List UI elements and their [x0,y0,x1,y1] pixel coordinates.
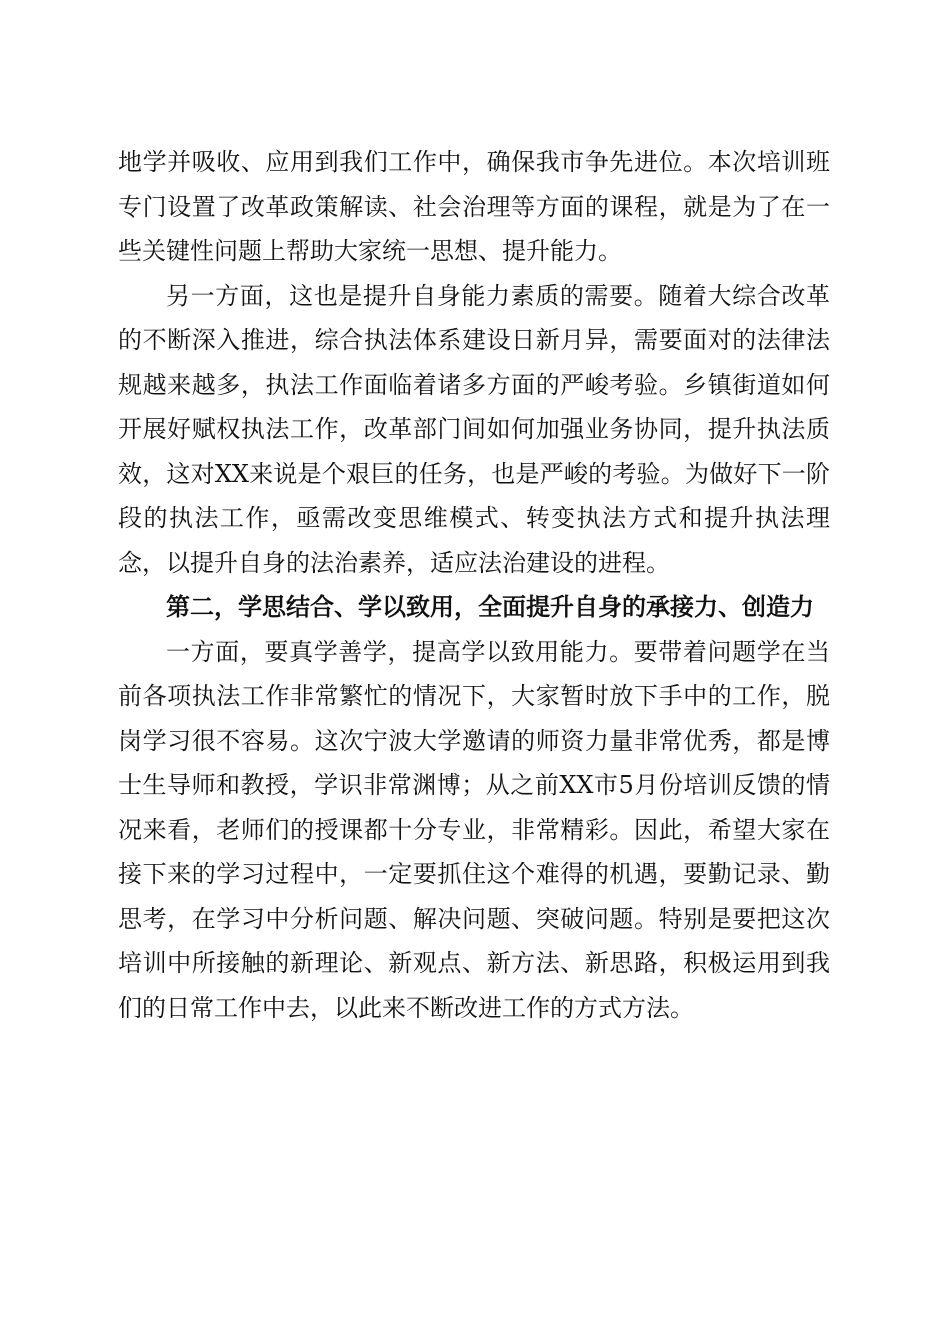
section-heading-second: 第二，学思结合、学以致用，全面提升自身的承接力、创造力 [166,592,814,621]
paragraph-study-apply: 一方面，要真学善学，提高学以致用能力。要带着问题学在当前各项执法工作非常繁忙的情况下，大家暂时放下手中的工作，脱岗学习很不容易。这次宁波大学邀请的师资力量非常优秀，都是博士生导师和教授，学识非常渊博；从之前XX市5月份培训反馈的情况来看，老师们的授课都十分专业，非常精彩。因此，希望大家在接下来的学习过程中，一定要抓住这个难得的机遇，要勤记录、勤思考，在学习中分析问题、解决问题、突破问题。特别是要把这次培训中所接触的新理论、新观点、新方法、新思路，积极运用到我们的日常工作中去，以此来不断改进工作的方式方法。 [118,637,830,1022]
document-body [118,140,830,1030]
paragraph-ability-quality: 另一方面，这也是提升自身能力素质的需要。随着大综合改革的不断深入推进，综合执法体系建设日新月异，需要面对的法律法规越来越多，执法工作面临着诸多方面的严峻考验。乡镇街道如何开展好赋权执法工作，改革部门间如何加强业务协同，提升执法质效，这对XX来说是个艰巨的任务，也是严峻的考验。为做好下一阶段的执法工作，亟需改变思维模式、转变执法方式和提升执法理念，以提升自身的法治素养，适应法治建设的进程。 [118,281,830,577]
paragraph-continuation: 地学并吸收、应用到我们工作中，确保我市争先进位。本次培训班专门设置了改革政策解读、社会治理等方面的课程，就是为了在一些关键性问题上帮助大家统一思想、提升能力。 [118,148,830,265]
